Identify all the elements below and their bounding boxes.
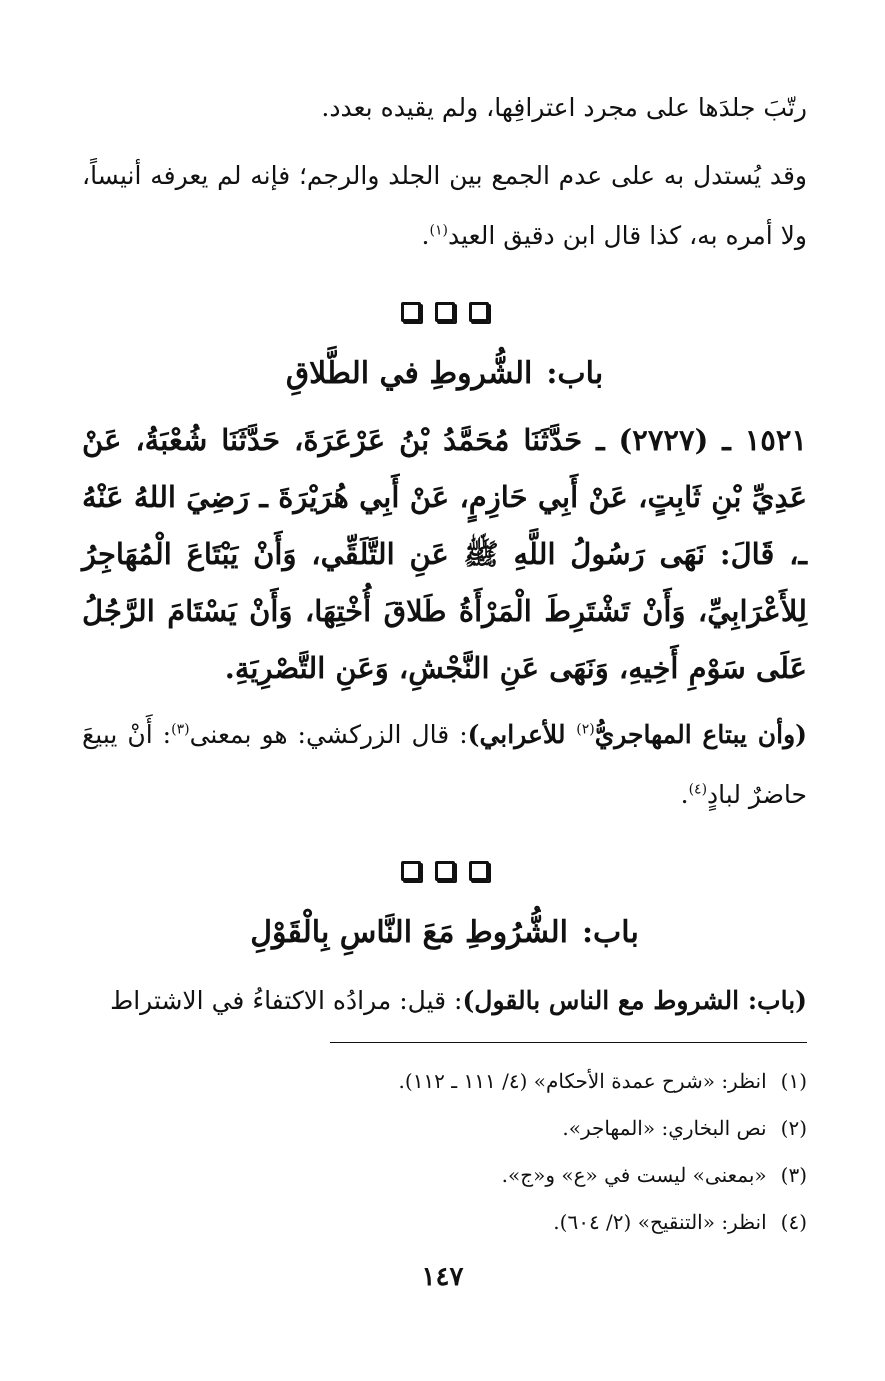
footnote-item <box>82 1058 807 1105</box>
commentary-quote-end: للأعرابي) <box>467 720 577 749</box>
chapter-label: باب: <box>546 356 604 391</box>
chapter-heading-divorce <box>82 342 807 406</box>
commentary-paragraph <box>82 705 807 825</box>
square-ornament-icon <box>469 861 489 881</box>
intro-line-text: رتّبَ جلدَها على مجرد اعترافِها، ولم يقيده بعدد. <box>321 93 807 122</box>
footnote-text: «بمعنى» ليست في «ع» و«ج». <box>501 1163 767 1187</box>
footnote-ref-4[interactable]: (٤) <box>688 781 708 798</box>
square-ornament-icon <box>401 861 421 881</box>
intro-paragraph <box>82 146 807 266</box>
footnote-divider <box>330 1042 807 1043</box>
intro-paragraph-text: وقد يُستدل به على عدم الجمع بين الجلد والرجم؛ فإنه لم يعرفه أنيساً، ولا أمره به، كذا قال ابن دقيق العيد <box>82 161 807 250</box>
footnote-text: انظر: «التنقيح» (٢/ ٦٠٤). <box>553 1210 767 1234</box>
chapter-title: الشُّرُوطِ مَعَ النَّاسِ بِالْقَوْلِ <box>250 915 568 950</box>
footnote-number: (٢) <box>780 1116 807 1140</box>
footnote-number: (١) <box>780 1069 807 1093</box>
square-ornament-icon <box>435 861 455 881</box>
commentary-quote: (وأن يبتاع المهاجريُّ <box>594 720 807 749</box>
square-ornament-icon <box>435 302 455 322</box>
commentary-quote: (باب: الشروط مع الناس بالقول) <box>462 986 807 1015</box>
footnote-number: (٤) <box>780 1210 807 1234</box>
commentary-text-cont: : أَنْ يبيعَ حاضرٌ لبادٍ <box>82 720 807 809</box>
square-ornament-icon <box>469 302 489 322</box>
hadith-text: ١٥٢١ ـ (٢٧٢٧) ـ حَدَّثَنَا مُحَمَّدُ بْنُ عَرْعَرَةَ، حَدَّثَنَا شُعْبَةُ، عَنْ عَدِيِّ بْنِ ثَابِتٍ، عَنْ أَبِي حَازِمٍ، عَنْ أَبِي هُرَيْرَةَ ـ رَضِيَ اللهُ عَنْهُ ـ، قَالَ: نَهَى رَسُولُ اللَّهِ ﷺ عَنِ التَّلَقِّي، وَأَنْ يَبْتَاعَ الْمُهَاجِرُ لِلأَعْرَابِيِّ، وَأَنْ تَشْتَرِطَ الْمَرْأَةُ طَلاقَ أُخْتِهَا، وَأَنْ يَسْتَامَ الرَّجُلُ عَلَى سَوْمِ أَخِيهِ، وَنَهَى عَنِ النَّجْشِ، وَعَنِ التَّصْرِيَةِ. <box>82 423 807 685</box>
commentary-text: : قيل: مرادُه الاكتفاءُ في الاشتراط <box>110 986 463 1015</box>
section-separator <box>82 292 807 332</box>
footnote-number: (٣) <box>780 1163 807 1187</box>
square-ornament-icon <box>401 302 421 322</box>
footnote-ref-2[interactable]: (٢) <box>576 721 595 738</box>
page-number: ١٤٧ <box>421 1262 464 1292</box>
punctuation: . <box>680 780 689 809</box>
chapter-heading-conditions <box>82 901 807 965</box>
main-text <box>82 78 807 1031</box>
chapter-label: باب: <box>581 915 639 950</box>
footnote-ref-3[interactable]: (٣) <box>171 721 190 738</box>
intro-line <box>82 78 807 138</box>
footnote-ref-1[interactable]: (١) <box>429 222 448 239</box>
footnote-text: نص البخاري: «المهاجر». <box>562 1116 767 1140</box>
commentary-paragraph <box>82 971 807 1031</box>
commentary-text: : قال الزركشي: هو بمعنى <box>189 720 468 749</box>
chapter-title: الشُّروطِ في الطَّلاقِ <box>285 356 533 391</box>
punctuation: . <box>421 221 430 250</box>
footnote-text: انظر: «شرح عمدة الأحكام» (٤/ ١١١ ـ ١١٢). <box>398 1069 767 1093</box>
section-separator <box>82 851 807 891</box>
footnote-item <box>82 1105 807 1152</box>
footnotes <box>82 1058 807 1246</box>
footnote-item <box>82 1152 807 1199</box>
footnote-item <box>82 1199 807 1246</box>
